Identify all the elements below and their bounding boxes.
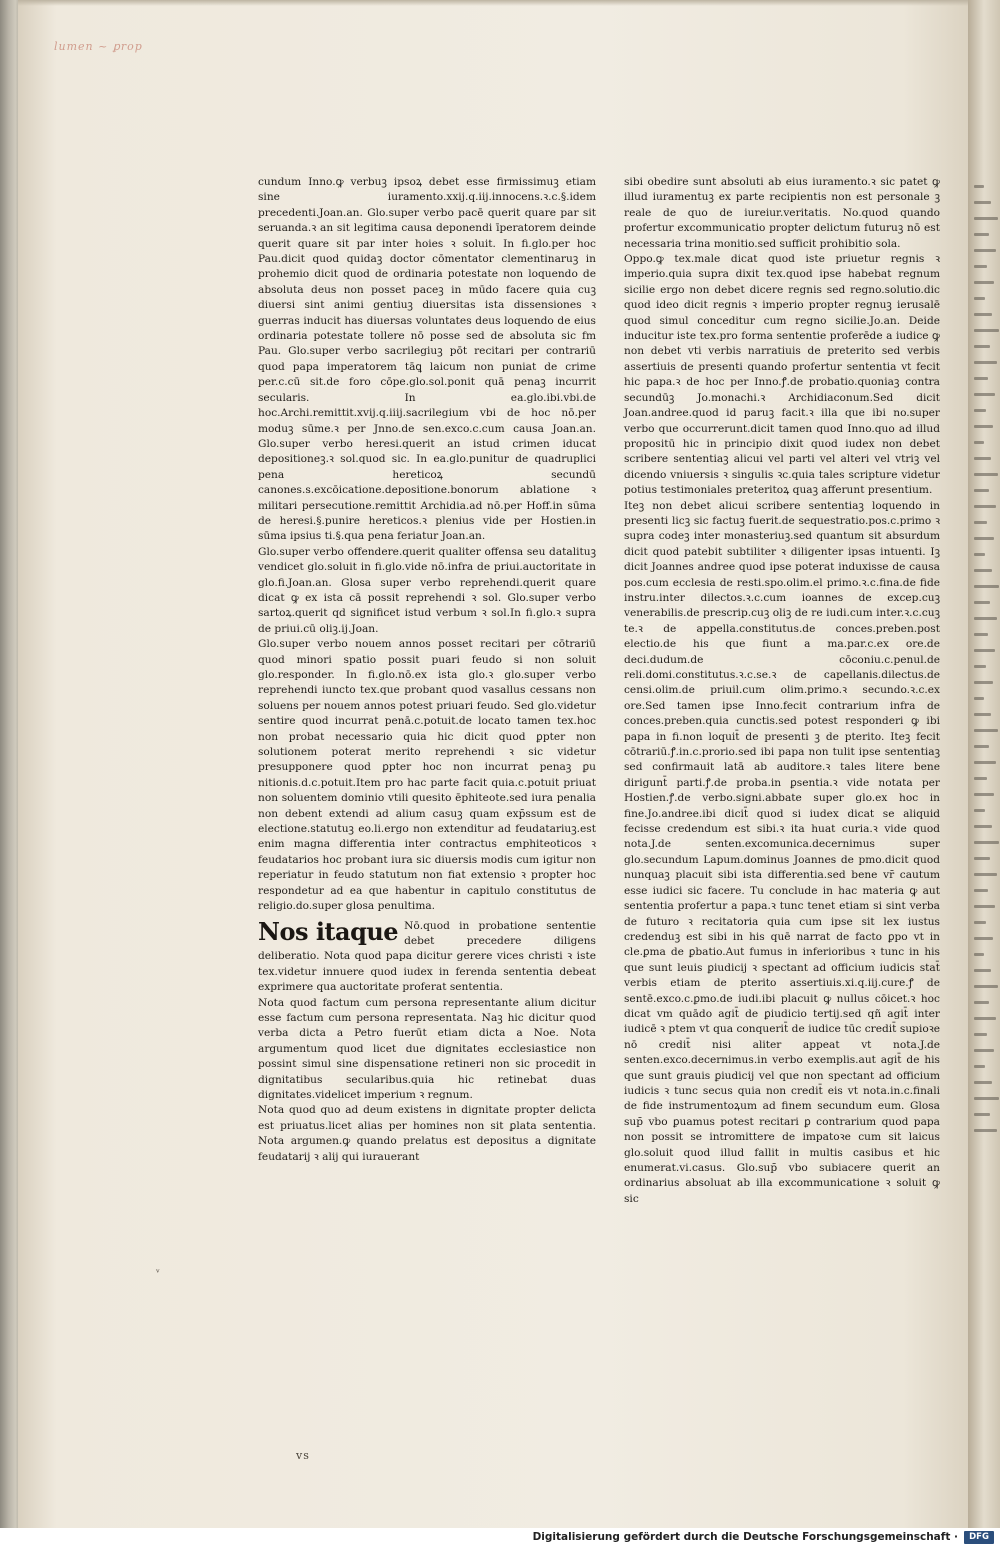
signature-mark: vs (296, 1449, 310, 1462)
facing-page-line (974, 297, 985, 300)
facing-page-line (974, 249, 996, 252)
facing-page-line (974, 729, 998, 732)
facing-page-line (974, 633, 988, 636)
right-paragraph-1: sibi obedire sunt absoluti ab eius iuramento.ꝛ sic patet ꝙ illud iuramentuꝫ ex parte recipientis non est personale ꝫ reale de quo de iureiur.veritatis. No.quod quando profertur excommunicatio propter delictum futuruꝫ nō est necessaria trina monitio.sed sufficit prohibitio sola. (624, 176, 940, 250)
facing-page-line (974, 665, 986, 668)
facing-page-line (974, 649, 995, 652)
page-shadow (18, 0, 980, 6)
facing-page-line (974, 457, 991, 460)
facing-page-line (974, 345, 990, 348)
facing-page-line (974, 1097, 999, 1100)
left-paragraph-2: Glo.super verbo offendere.querit qualiter offensa seu datalituꝫ vendicet glo.soluit in fi.glo.vide nō.infra de priui.auctoritate in glo.fi.Joan.an. Glosa super verbo reprehendi.querit quare dicat ꝙ ex ista cā possit reprehendi ꝛ sol. Glo.super verbo sartoꝝ.querit qd significet istud verbum ꝛ sol.In fi.glo.ꝛ supra de priui.cū oliꝫ.ij.Joan. (258, 545, 596, 635)
left-text-column (258, 175, 596, 1165)
facing-page-line (974, 569, 992, 572)
facing-page-line (974, 953, 984, 956)
facing-page-line (974, 841, 999, 844)
facing-page-line (974, 793, 994, 796)
margin-tick-mark: ᵛ (156, 1268, 160, 1279)
right-paragraph-3: Iteꝫ non debet alicui scribere sententiaꝫ loquendo in presenti licꝫ sic factuꝫ fuerit.de sequestratio.pos.c.primo ꝛ supra codeꝫ inter monasteriuꝫ.sed quantum sit absurdum dicit quod patebit subtiliter ꝛ diligenter ipsas intuenti. Iꝫ dicit Joannes andree quod ipse poterat induxisse de causa pos.cum ecclesia de resti.spo.olim.el primo.ꝛ.c.fina.de fide instru.inter dilectos.ꝛ.c.cum ioannes de excep.cuꝫ venerabilis.de prescrip.cuꝫ oliꝫ de re iudi.cum inter.ꝛ.c.cuꝫ te.ꝛ de appella.constitutus.de conces.preben.post electio.de his que fiunt a ma.par.c.ex ore.de deci.dudum.de cōconiu.c.penul.de reli.domi.constitutus.ꝛ.c.se.ꝛ de capellanis.dilectus.de censi.olim.de priuil.cum olim.primo.ꝛ secundo.ꝛ.c.ex ore.Sed tamen ipse Inno.fecit contrarium infra de conces.preben.quia cunctis.sed potest responderi ꝙ ibi papa in fi.non loquit̄ de presenti ꝫ de pterito. Iteꝫ fecit cōtrariū.ꝭ.in.c.prorio.sed ibi papa non tulit ipse sententiaꝫ sed confirmauit latā ab auditore.ꝛ tales litere bene dirigunt̄ parti.ꝭ.de proba.in ꝑsentia.ꝛ vide notata per Hostien.ꝭ.de verbo.signi.abbate super glo.ex hoc in fine.Jo.andree.ibi dicit̄ quod si iudex dicat se aliquid fecisse credendum est sibi.ꝛ ita huat curia.ꝛ vide quod nota.J.de senten.excomunica.decernimus super glo.secundum Lapum.dominus Joannes de pmo.dicit quod nunquaꝫ placuit sibi ista differentia.sed bene vr̄ cautum esse iudici sic facere. Tu conclude in hac materia ꝙ aut sententia profertur a papa.ꝛ tunc tenet etiam si sint verba de futuro ꝛ recitatoria quia cum ipse sit lex iustus credenduꝫ est sibi in his quē narrat de facto ꝑpo vt in cle.ꝑma de ꝑbatio.Aut fumus in inferioribus ꝛ tunc in his que sunt leuis ꝑiudicij ꝛ spectant ad officium iudicis stat̄ verbis etiam de pterito assertiuis.xi.q.iij.cure.ꝭ de sentē.exco.c.ꝑmo.de iudi.ibi placuit ꝙ nullus cōicet.ꝛ hoc dicat vm quādo agit̄ de ꝑiudicio tertij.sed qñ agit̄ inter iudicē ꝛ ptem vt qua conquerit̄ de iudice tūc credit̄ supioꝛe nō credit̄ nisi aliter appeat vt nota.J.de senten.exco.decernimus.in verbo exemplis.aut agit̄ de his que sunt grauis ꝑiudicij vel que non spectant ad officium iudicis ꝛ tunc secus quia non credit̄ eis vt nota.in.c.finali de fide instrumentoꝝum ad finem secundum eum. Glosa sup̄ vbo ꝑuamus potest recitari ꝑ contrarium quod papa non possit se intromittere de impatoꝛe cum sit laicus glo.soluit quod illud fallit in multis casibus et hic enumerat.vi.casus. Glo.sup̄ vbo subiacere querit an ordinarius absoluat ab illa excommunicatione ꝛ soluit ꝙ sic (624, 499, 940, 1205)
facing-page-line (974, 1001, 989, 1004)
facing-page-line (974, 505, 996, 508)
facing-page-line (974, 601, 990, 604)
facing-page-line (974, 521, 987, 524)
facing-page-line (974, 265, 987, 268)
facing-page-line (974, 905, 995, 908)
facing-page-line (974, 921, 986, 924)
facing-page-line (974, 1049, 994, 1052)
left-paragraph-6: Nota quod quo ad deum existens in dignitate propter delicta est priuatus.licet alias per homines non sit ꝑlata sententia. Nota argumen.ꝙ quando prelatus est depositus a dignitate feudatarij ꝛ alij qui iurauerant (258, 1104, 596, 1163)
facing-page-line (974, 1081, 992, 1084)
facing-page-line (974, 329, 999, 332)
manuscript-note: lumen ~ ꝑrop (54, 40, 143, 53)
facing-page-line (974, 441, 984, 444)
facing-page-line (974, 585, 999, 588)
facing-page-line (974, 489, 989, 492)
facing-page-line (974, 553, 985, 556)
facing-page-line (974, 937, 993, 940)
facing-page-line (974, 809, 985, 812)
facing-page-line (974, 617, 997, 620)
facing-page-line (974, 697, 984, 700)
left-paragraph-5: Nota quod factum cum persona representante alium dicitur esse factum cum persona representata. Naꝫ hic dicitur quod verba dicta a Petro fuerūt etiam dicta a Noe. Nota argumentum quod licet due dignitates ecclesiastice non possint simul sine dispensatione retineri non sic procedit in dignitatibus secularibus.quia hic retinebat duas dignitates.videlicet imperium ꝛ regnum. (258, 996, 596, 1101)
left-paragraph-4: Nō.quod in probatione sententie debet precedere diligens deliberatio. Nota quod papa dicitur gerere vices christi ꝛ iste tex.videtur innuere quod iudex in ferenda sententia debeat exprimere qua auctoritate proferat sententia. (258, 919, 596, 994)
facing-page-line (974, 825, 992, 828)
facing-page-line (974, 1033, 987, 1036)
next-page-edge (968, 0, 1000, 1528)
facing-page-line (974, 425, 993, 428)
facing-page-line (974, 873, 997, 876)
facing-page-line (974, 313, 992, 316)
left-paragraph-3: Glo.super verbo nouem annos posset recitari per cōtrariū quod minori spatio possit puari feudo si non soluit glo.responder. In fi.glo.nō.ex ista glo.ꝛ glo.super verbo reprehendi iuncto tex.que probant quod vasallus cessans non soluens per nouem annos potest priuari feudo. Sed glo.videtur sentire quod incurrat penā.c.potuit.de locato tamen tex.hoc non probat necessario quia hic dicit quod ꝑpter non solutionem poterat merito reprehendi ꝛ sic videtur presupponere quod ꝑpter hoc non incurrat penaꝫ ꝑu nitionis.d.c.potuit.Item pro hac parte facit quia.c.potuit priuat non soluentem dominio vtili quesito ēphiteote.sed iura penalia non debent extendi ad alium casuꝫ quam exp̄ssum est de electione.statutuꝫ eo.li.ergo non extenditur ad feudatariuꝫ.est enim magna differentia inter contractus emphiteoticos ꝛ feudatarios hoc probant iura sic diuersis modis cum igitur non reperiatur in feudo statutum non fiat extensio ꝛ propter hoc respondetur ad ea que habentur in capitulo constitutus de religio.do.super glosa penultima. (258, 638, 596, 913)
dfg-logo-icon: DFG (964, 1531, 994, 1544)
facing-page-line (974, 473, 998, 476)
facing-page-line (974, 1065, 985, 1068)
facing-page-line (974, 713, 991, 716)
facing-page-line (974, 377, 988, 380)
digitization-credit: Digitalisierung gefördert durch die Deutsche Forschungsgemeinschaft · (532, 1531, 958, 1543)
facing-page-line (974, 889, 988, 892)
facing-page-line (974, 185, 984, 188)
facing-page-line (974, 777, 987, 780)
facing-page-line (974, 1129, 997, 1132)
left-paragraph-1: cundum Inno.ꝙ verbuꝫ ipsoꝝ debet esse firmissimuꝫ etiam sine iuramento.xxij.q.iij.innocens.ꝛ.c.§.idem precedenti.Joan.an. Glo.super verbo pacē querit quare par sit seruanda.ꝛ an sit legitima causa deponendi īperatorem deinde querit quare sit par inter hoies ꝛ soluit. In fi.glo.per hoc Pau.dicit quod quidaꝫ doctor cōmentator clementinaruꝫ in prohemio dicit quod de ordinaria potestate non loquendo de absoluta deus non posset paceꝫ in mūdo facere quia cuꝫ diuersi sint animi gentiuꝫ diuersitas ista dissensiones ꝛ guerras inducit has diuersas voluntates deus loquendo de eius ordinaria potestate tollere nō posse sed de absoluta sic fm Pau. Glo.super verbo sacrilegiuꝫ pōt recitari per contrariū quod papa imperatorem tāꝗ laicum non puniat de crime per.c.cū sit.de foro cōpe.glo.sol.ponit quā penaꝫ incurrit secularis. In ea.glo.ibi.vbi.de hoc.Archi.remittit.xvij.q.iiij.sacrilegium vbi de hoc nō.per moduꝫ sūme.ꝛ per Jnno.de sen.exco.c.cum causa Joan.an. Glo.super verbo heresi.querit an istud crimen iducat depositioneꝫ.ꝛ sol.quod sic. In ea.glo.punitur de quadruplici pena hereticoꝝ secundū canones.s.excōicatione.depositione.bonorum ablatione ꝛ militari persecutione.remittit Archidia.ad nō.per Hoff.in sūma de heresi.§.punire hereticos.ꝛ plenius vide per Hostien.in sūma ipsius ti.§.qua pena feriatur Joan.an. (258, 176, 596, 543)
facing-page-line (974, 761, 996, 764)
facing-page-line (974, 217, 998, 220)
facing-page-line (974, 281, 994, 284)
facing-page-line (974, 393, 995, 396)
facing-page-line (974, 361, 997, 364)
lemma-heading: Nos itaque (258, 916, 399, 946)
facing-page-line (974, 969, 991, 972)
facing-page-line (974, 857, 990, 860)
facing-page-line (974, 985, 998, 988)
facing-page-line (974, 409, 986, 412)
facing-page-line (974, 233, 989, 236)
facing-page-line (974, 537, 994, 540)
facing-page-line (974, 1113, 990, 1116)
lemma-block (258, 916, 596, 996)
facing-page-line (974, 201, 991, 204)
facing-page-line (974, 745, 989, 748)
right-paragraph-2: Oppo.ꝙ tex.male dicat quod iste priuetur regnis ꝛ imperio.quia supra dixit tex.quod ipse habebat regnum sicilie ergo non debet dicere regnis sed regno.solutio.dic quod ideo dicit regnis ꝛ imperio propter regnuꝫ ierusalē quod simul conceditur cum regno sicilie.Jo.an. Deide inducitur iste tex.pro forma sententie proferēde a iudice ꝙ non debet vti verbis narratiuis de preterito sed verbis assertiuis de presenti quando profertur sententia vt fecit hic papa.ꝛ de hoc per Inno.ꝭ.de probatio.quoniaꝫ contra secundūꝫ Jo.monachi.ꝛ Archidiaconum.Sed dicit Joan.andree.quod id paruꝫ facit.ꝛ illa que ibi no.super verbo que occurrerunt.dicit tamen quod Inno.quo ad illud propositū hic in principio dixit quod iudex non debet scribere sententiaꝫ alicui vel parti vel alteri vel vtriꝫ vel dicendo vniuersis ꝛ singulis ꝛc.quia tales scripture videtur potius testimoniales preteritoꝝ quaꝫ afferunt presentium. (624, 253, 940, 497)
right-text-column (624, 175, 940, 1207)
facing-page-line (974, 1017, 996, 1020)
facing-page-line (974, 681, 993, 684)
